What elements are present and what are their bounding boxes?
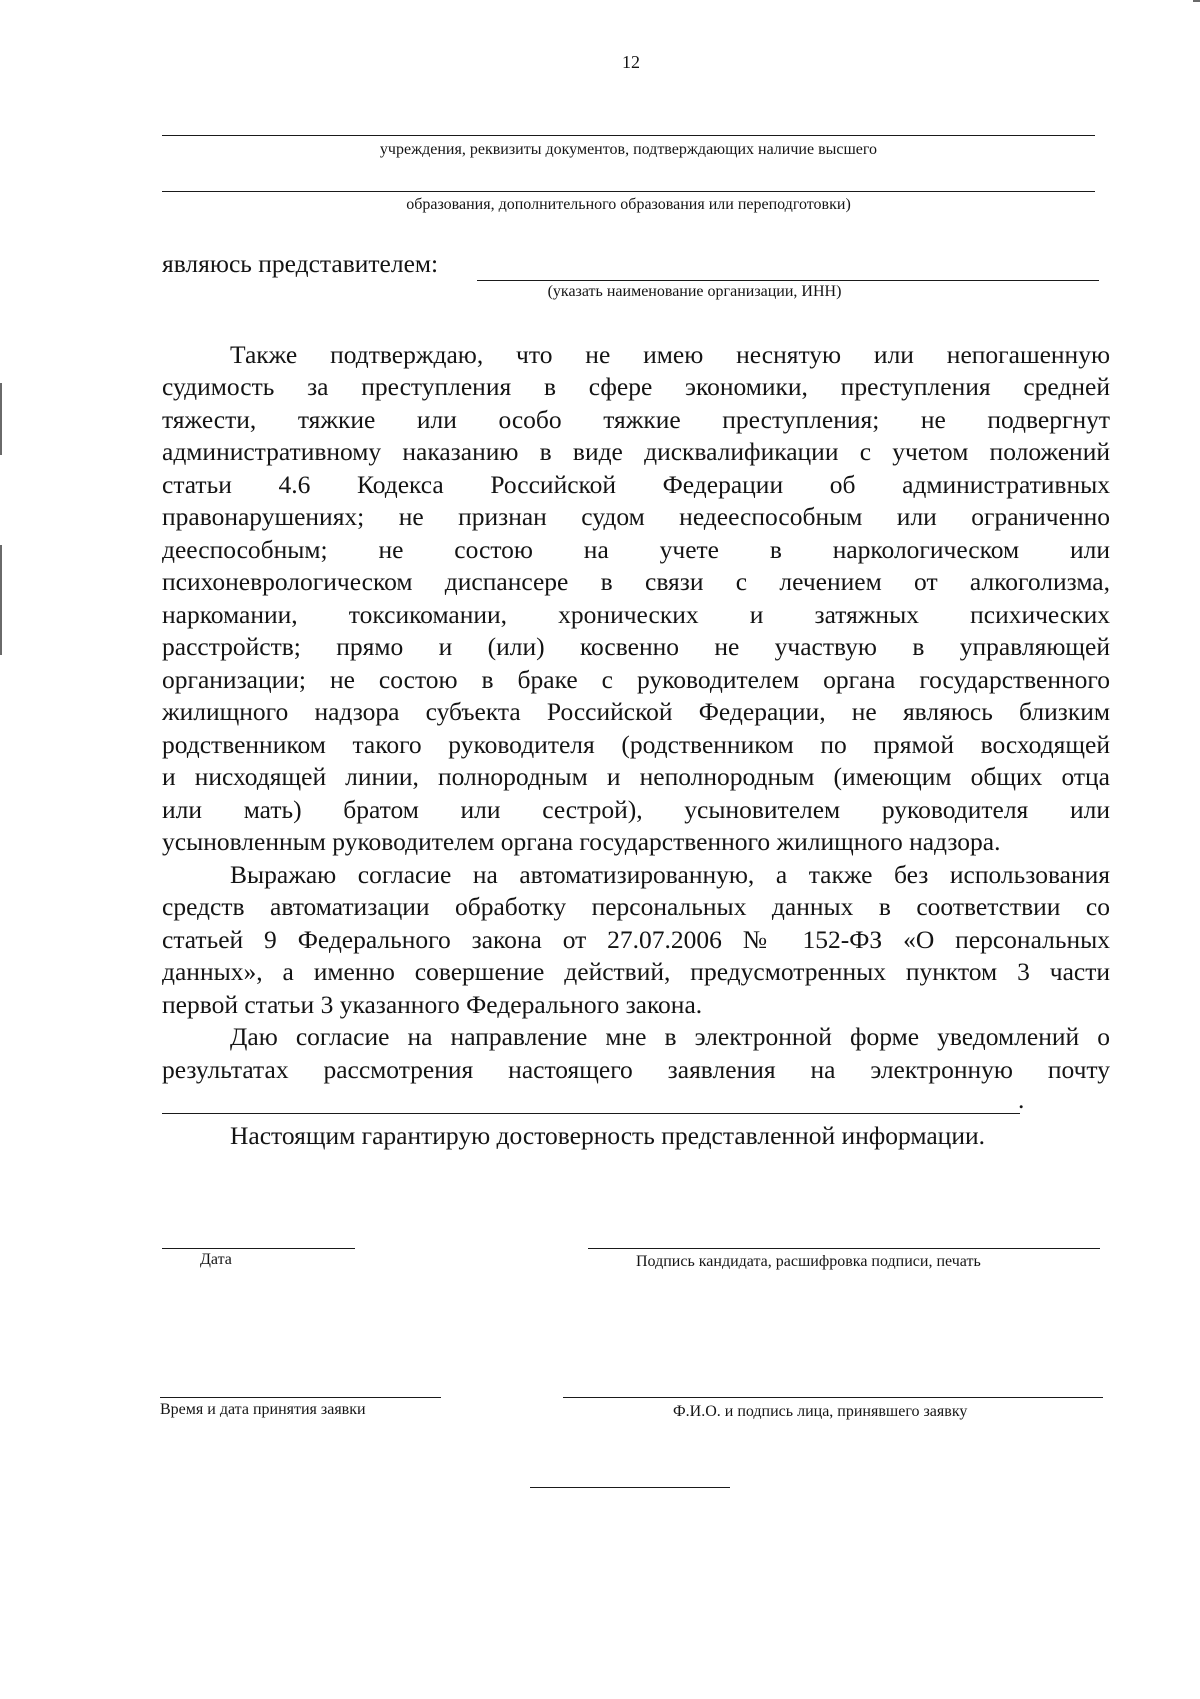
date-line bbox=[162, 1248, 355, 1249]
scan-edge-mark bbox=[1193, 0, 1200, 2]
paragraph-line: расстройств; прямо и (или) косвенно не участвую в управляющей bbox=[162, 632, 1110, 661]
education-fill-line bbox=[162, 191, 1095, 192]
paragraph-line: жилищного надзора субъекта Российской Федерации, не являюсь близким bbox=[162, 697, 1110, 726]
paragraph-line: первой статьи 3 указанного Федерального закона. bbox=[162, 990, 703, 1019]
paragraph-line: Выражаю согласие на автоматизированную, а также без использования bbox=[230, 860, 1110, 889]
paragraph-line: административному наказанию в виде дисквалификации с учетом положений bbox=[162, 437, 1110, 466]
closing-separator bbox=[530, 1487, 730, 1488]
paragraph-line: правонарушениях; не признан судом недееспособным или ограниченно bbox=[162, 502, 1110, 531]
date-label: Дата bbox=[200, 1251, 232, 1268]
receiver-signature-line bbox=[563, 1397, 1103, 1398]
paragraph-line: данных», а именно совершение действий, предусмотренных пунктом 3 части bbox=[162, 957, 1110, 986]
page-number: 12 bbox=[622, 52, 640, 72]
scan-edge-mark bbox=[0, 383, 2, 455]
received-datetime-line bbox=[160, 1397, 441, 1398]
paragraph-line: или мать) братом или сестрой), усыновителем руководителя или bbox=[162, 795, 1110, 824]
paragraph-line: тяжести, тяжкие или особо тяжкие преступления; не подвергнут bbox=[162, 405, 1110, 434]
paragraph-line: психоневрологическом диспансере в связи с лечением от алкоголизма, bbox=[162, 567, 1110, 596]
paragraph-line: дееспособным; не состою на учете в наркологическом или bbox=[162, 535, 1110, 564]
paragraph-line: статьей 9 Федерального закона от 27.07.2006 № 152-ФЗ «О персональных bbox=[162, 925, 1110, 954]
guarantee-statement: Настоящим гарантирую достоверность представленной информации. bbox=[230, 1121, 985, 1150]
paragraph-line: Также подтверждаю, что не имею неснятую или непогашенную bbox=[230, 340, 1110, 369]
email-fill-line bbox=[162, 1113, 1020, 1114]
paragraph-line: родственником такого руководителя (родственником по прямой восходящей bbox=[162, 730, 1110, 759]
paragraph-line: наркомании, токсикомании, хронических и затяжных психических bbox=[162, 600, 1110, 629]
paragraph-line: усыновленным руководителем органа государственного жилищного надзора. bbox=[162, 827, 1001, 856]
scan-edge-mark bbox=[0, 545, 2, 655]
organization-caption: (указать наименование организации, ИНН) bbox=[547, 283, 842, 300]
institution-caption: учреждения, реквизиты документов, подтверждающих наличие высшего bbox=[379, 141, 878, 158]
paragraph-line: результатах рассмотрения настоящего заявления на электронную почту bbox=[162, 1055, 1110, 1084]
paragraph-line: средств автоматизации обработку персональных данных в соответствии со bbox=[162, 892, 1110, 921]
paragraph-line: статьи 4.6 Кодекса Российской Федерации об административных bbox=[162, 470, 1110, 499]
candidate-signature-line bbox=[588, 1248, 1100, 1249]
receiver-signature-label: Ф.И.О. и подпись лица, принявшего заявку bbox=[673, 1403, 968, 1420]
received-datetime-label: Время и дата принятия заявки bbox=[160, 1401, 366, 1418]
paragraph-line: судимость за преступления в сфере экономики, преступления средней bbox=[162, 372, 1110, 401]
education-caption: образования, дополнительного образования или переподготовки) bbox=[406, 196, 851, 213]
paragraph-line: Даю согласие на направление мне в электронной форме уведомлений о bbox=[230, 1022, 1110, 1051]
representative-label: являюсь представителем: bbox=[162, 249, 439, 278]
candidate-signature-label: Подпись кандидата, расшифровка подписи, печать bbox=[636, 1253, 981, 1270]
organization-fill-line bbox=[477, 280, 1099, 281]
paragraph-line: и нисходящей линии, полнородным и неполнородным (имеющим общих отца bbox=[162, 762, 1110, 791]
paragraph-line: организации; не состою в браке с руководителем органа государственного bbox=[162, 665, 1110, 694]
institution-fill-line bbox=[162, 135, 1095, 136]
email-line-period: . bbox=[1018, 1085, 1025, 1114]
